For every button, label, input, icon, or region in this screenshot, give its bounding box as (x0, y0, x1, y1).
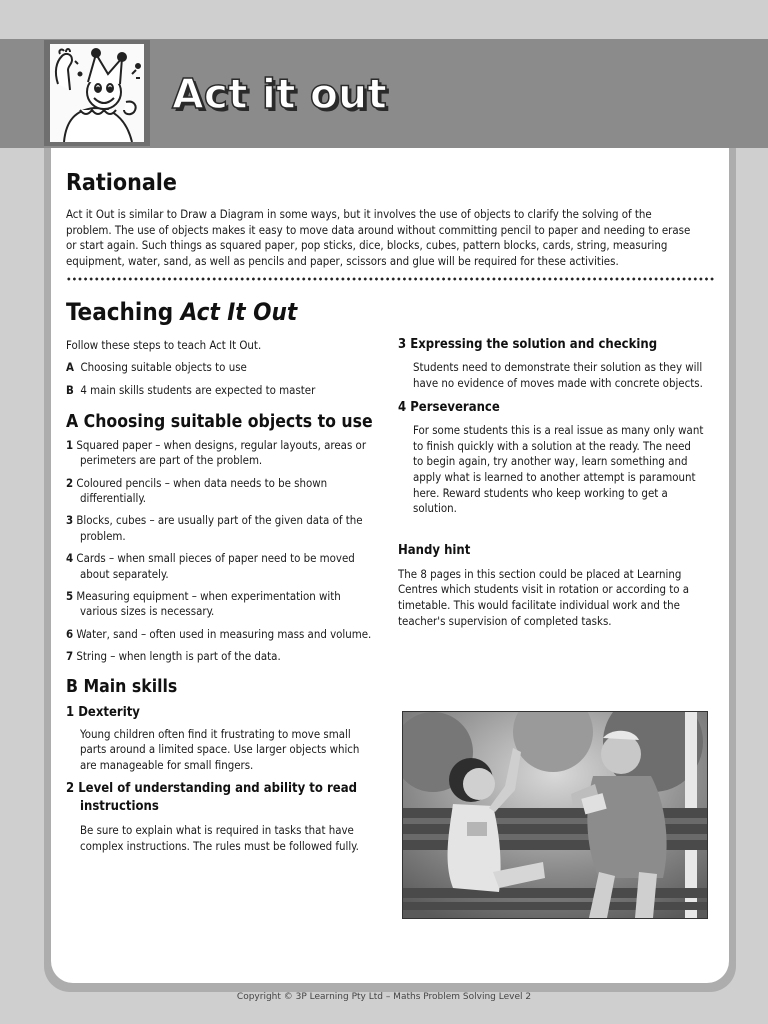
list-item: 4 Cards – when small pieces of paper need to be moved about separately. (66, 551, 355, 581)
children-playing-photo (402, 711, 708, 919)
skill-2-title: 2 Level of understanding and ability to read instructions (66, 781, 357, 815)
skill-4-body: For some students this is a real issue as many only want to finish quickly with a solution at the ready. The need to begin again, try another way, learn something and apply what is learned to another attempt is paramount here. Reward students who keep working to get a solution. (413, 423, 704, 516)
rationale-line: problem. The use of objects makes it easy to move data around without committing pencil to paper and needing to erase (66, 222, 691, 237)
objects-list (66, 438, 386, 665)
skill-2-body: Be sure to explain what is required in tasks that have complex instructions. The rules must be followed fully. (80, 823, 359, 854)
right-column (398, 337, 718, 629)
list-item: 5 Measuring equipment – when experimentation with various sizes is necessary. (66, 589, 341, 619)
dotted-divider (66, 277, 716, 281)
list-item: 3 Blocks, cubes – are usually part of the given data of the problem. (66, 513, 363, 543)
skill-3-body: Students need to demonstrate their solution as they will have no evidence of moves made with concrete objects. (413, 360, 703, 390)
left-column (66, 338, 386, 855)
rationale-line: or start again. Such things as squared paper, pop sticks, dice, blocks, cubes, pattern blocks, cards, string, measuring (66, 238, 668, 253)
clown-icon (50, 44, 144, 142)
list-item: 2 Coloured pencils – when data needs to be shown differentially. (66, 475, 328, 505)
handy-hint-title: Handy hint (398, 542, 471, 558)
skill-4-title: 4 Perseverance (398, 400, 500, 416)
rationale-line: equipment, water, sand, as well as pencils and paper, scissors and glue will be required for these activities. (66, 253, 619, 268)
rationale-paragraph (66, 207, 726, 269)
copyright-footer: Copyright © 3P Learning Pty Ltd – Maths Problem Solving Level 2 (236, 992, 532, 1002)
skill-1-title: 1 Dexterity (66, 704, 140, 720)
handy-hint-body: The 8 pages in this section could be placed at Learning Centres which students visit in rotation or according to a timetable. This would facilitate individual work and the teacher's supervision of completed tasks. (398, 566, 690, 628)
skill-1-body: Young children often find it frustrating to move small parts around a limited space. Use larger objects which are manageable for small fingers. (80, 726, 360, 772)
teaching-heading-italic: Act It Out (180, 298, 298, 326)
step-item: A Choosing suitable objects to use (66, 359, 247, 374)
section-a-heading: A Choosing suitable objects to use (66, 411, 373, 432)
step-item: B 4 main skills students are expected to master (66, 383, 316, 398)
list-item: 1 Squared paper – when designs, regular layouts, areas or perimeters are part of the problem. (66, 437, 367, 468)
teaching-heading (66, 298, 297, 326)
teaching-intro: Follow these steps to teach Act It Out. (66, 338, 262, 352)
clown-logo (44, 40, 150, 146)
section-b-heading: B Main skills (66, 676, 178, 697)
list-item: 6 Water, sand – often used in measuring mass and volume. (66, 626, 372, 641)
rationale-heading: Rationale (66, 170, 177, 196)
page-title: Act it out (172, 70, 387, 118)
rationale-line: Act it Out is similar to Draw a Diagram in some ways, but it involves the use of objects to clarify the solving of the (66, 207, 652, 221)
list-item: 7 String – when length is part of the data. (66, 649, 281, 664)
teaching-heading-plain: Teaching (66, 298, 181, 326)
skill-3-title: 3 Expressing the solution and checking (398, 337, 658, 352)
